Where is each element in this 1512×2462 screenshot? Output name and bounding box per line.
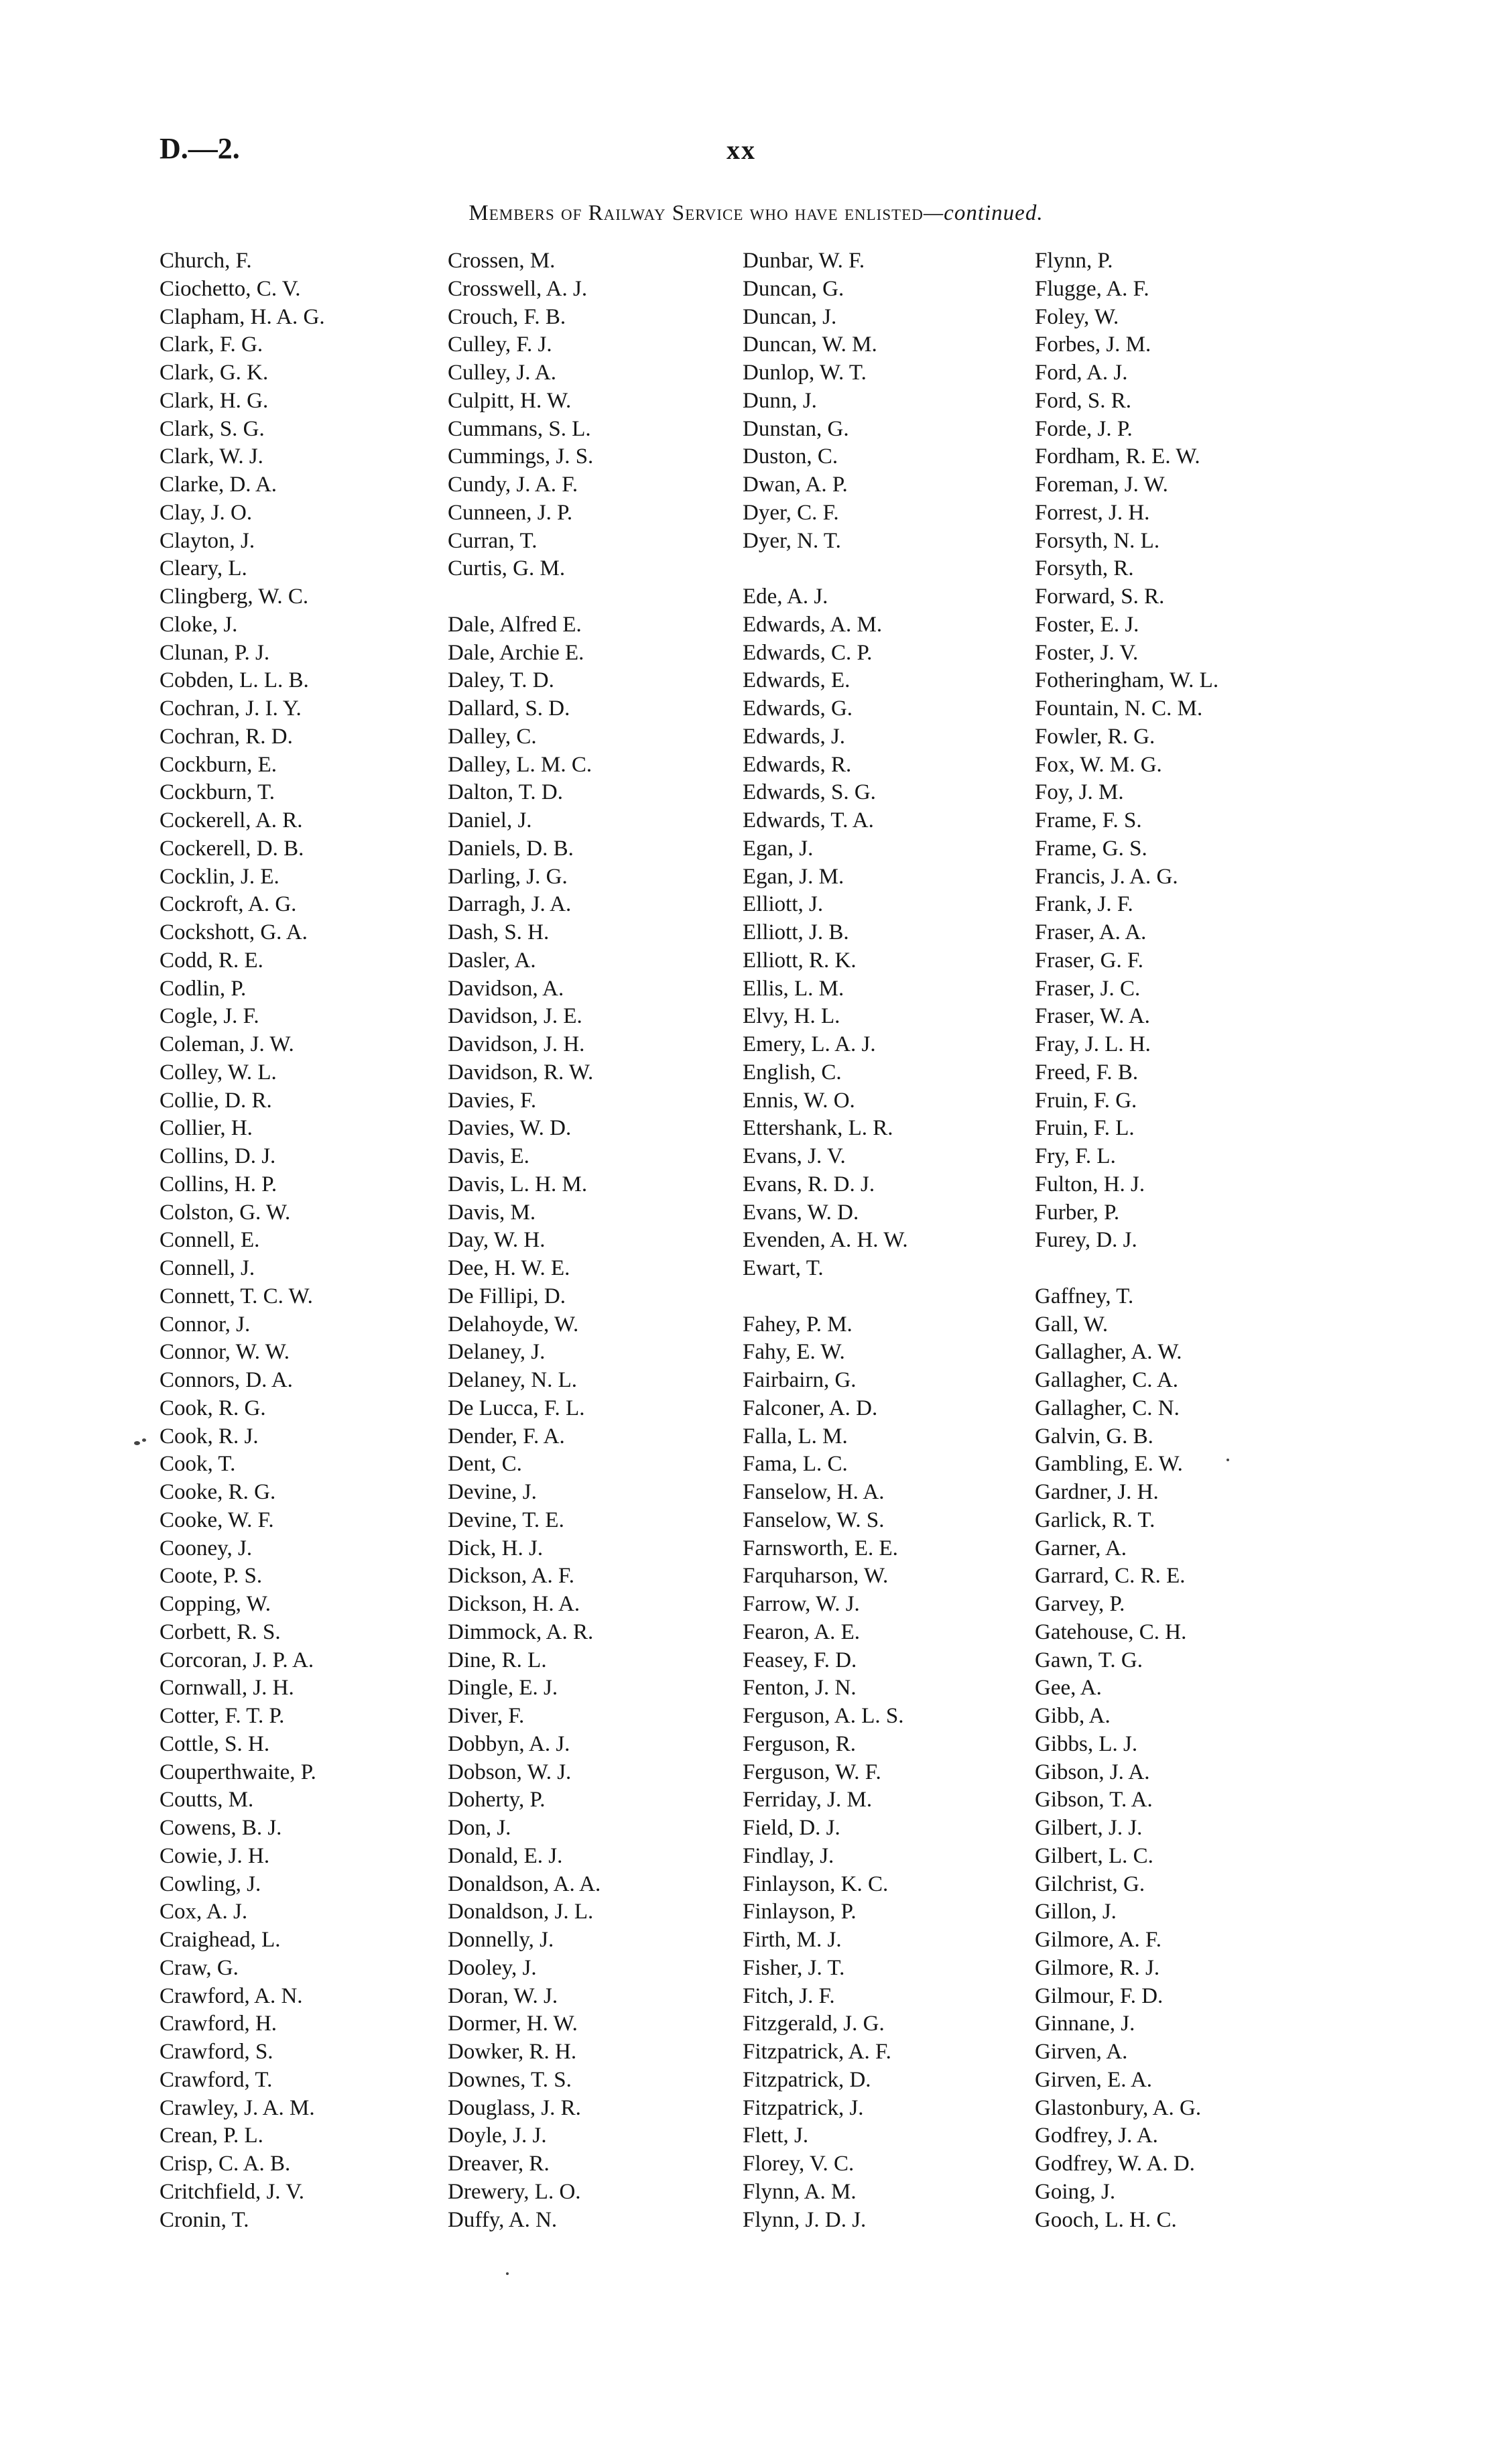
name-entry: Donaldson, J. L.: [448, 1900, 594, 1924]
name-entry: Dash, S. H.: [448, 920, 550, 944]
name-entry: Fray, J. L. H.: [1035, 1032, 1151, 1056]
name-entry: Godfrey, W. A. D.: [1035, 2152, 1195, 2176]
name-entry: Frame, G. S.: [1035, 836, 1147, 861]
name-entry: De Lucca, F. L.: [448, 1396, 585, 1420]
name-entry: Edwards, R.: [743, 752, 852, 777]
name-entry: Flynn, A. M.: [743, 2179, 857, 2204]
name-entry: Downes, T. S.: [448, 2067, 572, 2092]
name-entry: Falconer, A. D.: [743, 1396, 878, 1420]
name-entry: Frame, F. S.: [1035, 808, 1142, 833]
name-entry: Foy, J. M.: [1035, 780, 1124, 805]
name-entry: Connor, J.: [160, 1312, 251, 1337]
name-entry: Ford, A. J.: [1035, 361, 1128, 385]
name-entry: Douglass, J. R.: [448, 2095, 581, 2120]
name-entry: Gawn, T. G.: [1035, 1648, 1143, 1672]
name-entry: Duncan, J.: [743, 304, 837, 329]
name-entry: Fordham, R. E. W.: [1035, 444, 1200, 469]
name-entry: Cloke, J.: [160, 612, 238, 637]
name-entry: Connell, J.: [160, 1256, 255, 1280]
name-entry: Florey, V. C.: [743, 2152, 855, 2176]
name-entry: Fitch, J. F.: [743, 1983, 835, 2008]
name-entry: Dooley, J.: [448, 1955, 537, 1980]
name-entry: Davies, F.: [448, 1088, 537, 1113]
name-entry: Darragh, J. A.: [448, 892, 572, 917]
name-entry: Gall, W.: [1035, 1312, 1109, 1337]
name-entry: Cummans, S. L.: [448, 416, 591, 441]
name-entry: Culley, F. J.: [448, 332, 552, 357]
name-entry: Gilmore, A. F.: [1035, 1928, 1161, 1952]
name-entry: Forbes, J. M.: [1035, 332, 1151, 357]
name-entry: Garner, A.: [1035, 1536, 1127, 1560]
name-entry: Flugge, A. F.: [1035, 276, 1149, 301]
name-entry: Edwards, S. G.: [743, 780, 876, 805]
section-gap: [743, 555, 908, 583]
name-entry: Collie, D. R.: [160, 1088, 272, 1113]
name-entry: Ettershank, L. R.: [743, 1116, 893, 1141]
name-entry: Gilmore, R. J.: [1035, 1955, 1160, 1980]
name-entry: Evans, J. V.: [743, 1144, 846, 1168]
stray-ink-mark: [142, 1438, 146, 1442]
name-entry: Foster, J. V.: [1035, 640, 1139, 665]
name-entry: Crawford, A. N.: [160, 1983, 303, 2008]
name-entry: Fountain, N. C. M.: [1035, 696, 1203, 721]
name-entry: Connell, E.: [160, 1228, 260, 1253]
name-entry: Fama, L. C.: [743, 1452, 848, 1477]
name-entry: Clayton, J.: [160, 528, 255, 553]
name-entry: Egan, J.: [743, 836, 814, 861]
name-entry: Emery, L. A. J.: [743, 1032, 876, 1056]
page-reference: D.—2.: [160, 132, 240, 165]
name-entry: Delaney, N. L.: [448, 1368, 578, 1392]
name-entry: Cook, T.: [160, 1452, 236, 1477]
name-entry: Cochran, J. I. Y.: [160, 696, 302, 721]
name-entry: Findlay, J.: [743, 1843, 834, 1868]
name-entry: Doyle, J. J.: [448, 2124, 547, 2148]
name-entry: Edwards, J.: [743, 724, 846, 749]
name-entry: Colston, G. W.: [160, 1200, 291, 1225]
name-entry: Crawley, J. A. M.: [160, 2095, 315, 2120]
stray-ink-mark: [134, 1441, 140, 1445]
name-entry: Gallagher, C. N.: [1035, 1396, 1180, 1420]
name-entry: Dine, R. L.: [448, 1648, 547, 1672]
section-gap: [743, 1283, 908, 1311]
name-entry: Foreman, J. W.: [1035, 473, 1168, 497]
name-entry: Gaffney, T.: [1035, 1284, 1134, 1308]
name-entry: Ennis, W. O.: [743, 1088, 855, 1113]
name-entry: Davis, M.: [448, 1200, 536, 1225]
name-entry: Forward, S. R.: [1035, 584, 1165, 609]
name-entry: Connors, D. A.: [160, 1368, 293, 1392]
name-entry: Furber, P.: [1035, 1200, 1120, 1225]
name-entry: Dee, H. W. E.: [448, 1256, 570, 1280]
name-entry: Dowker, R. H.: [448, 2040, 577, 2064]
name-entry: Ford, S. R.: [1035, 388, 1131, 413]
name-entry: Dender, F. A.: [448, 1424, 565, 1449]
name-entry: Critchfield, J. V.: [160, 2179, 305, 2204]
name-entry: Gee, A.: [1035, 1676, 1102, 1701]
name-entry: Gilchrist, G.: [1035, 1871, 1145, 1896]
name-entry: Edwards, C. P.: [743, 640, 873, 665]
name-entry: Clark, W. J.: [160, 444, 263, 469]
name-entry: Clarke, D. A.: [160, 473, 277, 497]
name-entry: Dimmock, A. R.: [448, 1619, 594, 1644]
name-entry: Fox, W. M. G.: [1035, 752, 1162, 777]
name-entry: Ede, A. J.: [743, 584, 828, 609]
name-entry: Cockburn, E.: [160, 752, 277, 777]
name-entry: Codlin, P.: [160, 976, 247, 1001]
name-entry: Fenton, J. N.: [743, 1676, 857, 1701]
name-entry: Farrow, W. J.: [743, 1592, 860, 1616]
name-entry: Crosswell, A. J.: [448, 276, 588, 301]
name-entry: Colley, W. L.: [160, 1060, 277, 1085]
name-entry: Gilbert, L. C.: [1035, 1843, 1153, 1868]
name-entry: Duffy, A. N.: [448, 2207, 558, 2232]
name-entry: Dalley, L. M. C.: [448, 752, 592, 777]
name-entry: Dick, H. J.: [448, 1536, 544, 1560]
name-entry: Cottle, S. H.: [160, 1731, 270, 1756]
name-entry: Ferguson, W. F.: [743, 1760, 881, 1784]
name-entry: Clay, J. O.: [160, 500, 253, 525]
name-entry: Fairbairn, G.: [743, 1368, 857, 1392]
name-entry: Craighead, L.: [160, 1928, 281, 1952]
name-entry: Daley, T. D.: [448, 668, 554, 693]
name-entry: Flynn, J. D. J.: [743, 2207, 867, 2232]
name-entry: Collins, D. J.: [160, 1144, 276, 1168]
name-entry: Ciochetto, C. V.: [160, 276, 301, 301]
name-entry: Doherty, P.: [448, 1788, 546, 1812]
name-entry: Ferguson, A. L. S.: [743, 1704, 904, 1728]
name-entry: Collins, H. P.: [160, 1172, 277, 1196]
name-entry: Crisp, C. A. B.: [160, 2152, 291, 2176]
name-entry: Dasler, A.: [448, 948, 536, 973]
name-entry: Curran, T.: [448, 528, 538, 553]
name-entry: Don, J.: [448, 1816, 511, 1840]
name-entry: Glastonbury, A. G.: [1035, 2095, 1202, 2120]
name-entry: Egan, J. M.: [743, 864, 844, 889]
name-entry: Dale, Alfred E.: [448, 612, 582, 637]
name-entry: Dent, C.: [448, 1452, 522, 1477]
name-entry: Codd, R. E.: [160, 948, 263, 973]
name-entry: Cundy, J. A. F.: [448, 473, 578, 497]
name-entry: Dunn, J.: [743, 388, 817, 413]
name-entry: Cook, R. G.: [160, 1396, 266, 1420]
page-heading: [0, 201, 1512, 226]
page-number: xx: [727, 135, 756, 165]
name-entry: English, C.: [743, 1060, 842, 1085]
name-entry: Cowens, B. J.: [160, 1816, 282, 1840]
name-entry: Ferguson, R.: [743, 1731, 856, 1756]
name-entry: Fruin, F. L.: [1035, 1116, 1135, 1141]
name-entry: Darling, J. G.: [448, 864, 568, 889]
name-entry: Crouch, F. B.: [448, 304, 566, 329]
name-entry: Girven, E. A.: [1035, 2067, 1153, 2092]
name-entry: Elliott, J.: [743, 892, 824, 917]
name-entry: Fahey, P. M.: [743, 1312, 853, 1337]
name-entry: Cobden, L. L. B.: [160, 668, 309, 693]
name-entry: Gibbs, L. J.: [1035, 1731, 1138, 1756]
heading-title: Members of Railway Service who have enlisted: [468, 201, 924, 225]
names-column-1: [160, 247, 325, 2234]
name-entry: Clapham, H. A. G.: [160, 304, 325, 329]
name-entry: Edwards, E.: [743, 668, 850, 693]
name-entry: Couperthwaite, P.: [160, 1760, 316, 1784]
name-entry: Diver, F.: [448, 1704, 525, 1728]
name-entry: Doran, W. J.: [448, 1983, 558, 2008]
name-entry: Davis, E.: [448, 1144, 529, 1168]
name-entry: Dormer, H. W.: [448, 2012, 578, 2036]
name-entry: Fry, F. L.: [1035, 1144, 1116, 1168]
name-entry: Dreaver, R.: [448, 2152, 550, 2176]
name-entry: Donald, E. J.: [448, 1843, 563, 1868]
name-entry: Clingberg, W. C.: [160, 584, 309, 609]
name-entry: Dyer, N. T.: [743, 528, 841, 553]
name-entry: Dickson, H. A.: [448, 1592, 580, 1616]
name-entry: Cockshott, G. A.: [160, 920, 308, 944]
name-entry: Evenden, A. H. W.: [743, 1228, 908, 1253]
name-entry: Drewery, L. O.: [448, 2179, 581, 2204]
name-entry: Dingle, E. J.: [448, 1676, 558, 1701]
name-entry: Cornwall, J. H.: [160, 1676, 294, 1701]
name-entry: Gardner, J. H.: [1035, 1480, 1159, 1504]
name-entry: Day, W. H.: [448, 1228, 546, 1253]
name-entry: Fulton, H. J.: [1035, 1172, 1145, 1196]
name-entry: Cooke, W. F.: [160, 1507, 274, 1532]
name-entry: Edwards, T. A.: [743, 808, 874, 833]
name-entry: Fitzpatrick, A. F.: [743, 2040, 891, 2064]
name-entry: Elliott, R. K.: [743, 948, 857, 973]
name-entry: Finlayson, P.: [743, 1900, 857, 1924]
name-entry: Dickson, A. F.: [448, 1564, 574, 1589]
name-entry: Cowie, J. H.: [160, 1843, 270, 1868]
name-entry: Donaldson, A. A.: [448, 1871, 601, 1896]
name-entry: Coleman, J. W.: [160, 1032, 294, 1056]
name-entry: Fitzpatrick, J.: [743, 2095, 864, 2120]
name-entry: Gibson, J. A.: [1035, 1760, 1150, 1784]
name-entry: Ginnane, J.: [1035, 2012, 1135, 2036]
name-entry: Fraser, G. F.: [1035, 948, 1143, 973]
name-entry: Godfrey, J. A.: [1035, 2124, 1158, 2148]
name-entry: Donnelly, J.: [448, 1928, 554, 1952]
name-entry: Davidson, J. E.: [448, 1004, 582, 1029]
name-entry: Elliott, J. B.: [743, 920, 849, 944]
name-entry: Fitzgerald, J. G.: [743, 2012, 885, 2036]
name-entry: Dunlop, W. T.: [743, 361, 867, 385]
name-entry: Dallard, S. D.: [448, 696, 570, 721]
name-entry: Cotter, F. T. P.: [160, 1704, 285, 1728]
name-entry: Fraser, A. A.: [1035, 920, 1147, 944]
name-entry: Gibb, A.: [1035, 1704, 1111, 1728]
name-entry: Finlayson, K. C.: [743, 1871, 889, 1896]
name-entry: Fahy, E. W.: [743, 1340, 845, 1365]
name-entry: Furey, D. J.: [1035, 1228, 1137, 1253]
name-entry: Fruin, F. G.: [1035, 1088, 1137, 1113]
name-entry: Ellis, L. M.: [743, 976, 844, 1001]
name-entry: Forsyth, R.: [1035, 556, 1134, 581]
name-entry: Connett, T. C. W.: [160, 1284, 313, 1308]
name-entry: Cooney, J.: [160, 1536, 253, 1560]
name-entry: Fanselow, H. A.: [743, 1480, 885, 1504]
name-entry: Coutts, M.: [160, 1788, 254, 1812]
name-entry: Gillon, J.: [1035, 1900, 1117, 1924]
name-entry: Cochran, R. D.: [160, 724, 293, 749]
name-entry: Flynn, P.: [1035, 249, 1113, 273]
heading-continued: —continued.: [923, 201, 1044, 225]
name-entry: Cogle, J. F.: [160, 1004, 259, 1029]
name-entry: Devine, T. E.: [448, 1507, 564, 1532]
name-entry: Fearon, A. E.: [743, 1619, 861, 1644]
name-entry: Crawford, T.: [160, 2067, 273, 2092]
name-entry: Gambling, E. W.: [1035, 1452, 1183, 1477]
name-entry: Cronin, T.: [160, 2207, 249, 2232]
name-entry: Fraser, W. A.: [1035, 1004, 1150, 1029]
name-entry: Edwards, G.: [743, 696, 853, 721]
name-entry: Farnsworth, E. E.: [743, 1536, 898, 1560]
name-entry: Davidson, R. W.: [448, 1060, 594, 1085]
name-entry: Gallagher, A. W.: [1035, 1340, 1182, 1365]
name-entry: Culley, J. A.: [448, 361, 556, 385]
name-entry: Collier, H.: [160, 1116, 253, 1141]
name-entry: Crawford, S.: [160, 2040, 273, 2064]
name-entry: Fowler, R. G.: [1035, 724, 1155, 749]
name-entry: Dalton, T. D.: [448, 780, 564, 805]
name-entry: Forrest, J. H.: [1035, 500, 1150, 525]
name-entry: Clark, H. G.: [160, 388, 269, 413]
name-entry: Dale, Archie E.: [448, 640, 584, 665]
name-entry: Falla, L. M.: [743, 1424, 848, 1449]
name-entry: Coote, P. S.: [160, 1564, 263, 1589]
name-entry: Foster, E. J.: [1035, 612, 1139, 637]
name-entry: Crossen, M.: [448, 249, 556, 273]
name-entry: Forsyth, N. L.: [1035, 528, 1160, 553]
name-entry: Cunneen, J. P.: [448, 500, 573, 525]
name-entry: Gooch, L. H. C.: [1035, 2207, 1177, 2232]
stray-ink-mark: [506, 2272, 509, 2275]
name-entry: Devine, J.: [448, 1480, 537, 1504]
name-entry: Delahoyde, W.: [448, 1312, 579, 1337]
name-entry: Dobson, W. J.: [448, 1760, 572, 1784]
name-entry: Dwan, A. P.: [743, 473, 848, 497]
name-entry: Gilmour, F. D.: [1035, 1983, 1163, 2008]
name-entry: Crawford, H.: [160, 2012, 277, 2036]
name-entry: Freed, F. B.: [1035, 1060, 1139, 1085]
name-entry: Church, F.: [160, 249, 252, 273]
name-entry: Duncan, G.: [743, 276, 844, 301]
name-entry: Corcoran, J. P. A.: [160, 1648, 314, 1672]
name-entry: Gallagher, C. A.: [1035, 1368, 1179, 1392]
name-entry: Gibson, T. A.: [1035, 1788, 1153, 1812]
name-entry: Flett, J.: [743, 2124, 809, 2148]
name-entry: Field, D. J.: [743, 1816, 840, 1840]
name-entry: Feasey, F. D.: [743, 1648, 857, 1672]
name-entry: Curtis, G. M.: [448, 556, 566, 581]
name-entry: Garvey, P.: [1035, 1592, 1125, 1616]
name-entry: Daniels, D. B.: [448, 836, 574, 861]
name-entry: Cockerell, A. R.: [160, 808, 303, 833]
names-column-3: [743, 247, 908, 2234]
name-entry: Davidson, J. H.: [448, 1032, 585, 1056]
name-entry: Going, J.: [1035, 2179, 1116, 2204]
name-entry: Evans, W. D.: [743, 1200, 859, 1225]
name-entry: De Fillipi, D.: [448, 1284, 566, 1308]
name-entry: Dunstan, G.: [743, 416, 849, 441]
name-entry: Cox, A. J.: [160, 1900, 248, 1924]
name-entry: Garrard, C. R. E.: [1035, 1564, 1186, 1589]
name-entry: Firth, M. J.: [743, 1928, 842, 1952]
name-entry: Foley, W.: [1035, 304, 1119, 329]
name-entry: Dunbar, W. F.: [743, 249, 865, 273]
name-entry: Frank, J. F.: [1035, 892, 1133, 917]
name-entry: Fisher, J. T.: [743, 1955, 845, 1980]
name-entry: Forde, J. P.: [1035, 416, 1133, 441]
name-entry: Fraser, J. C.: [1035, 976, 1141, 1001]
name-entry: Fitzpatrick, D.: [743, 2067, 871, 2092]
name-entry: Cockerell, D. B.: [160, 836, 304, 861]
name-entry: Cockburn, T.: [160, 780, 275, 805]
name-entry: Cooke, R. G.: [160, 1480, 276, 1504]
name-entry: Duncan, W. M.: [743, 332, 877, 357]
name-entry: Connor, W. W.: [160, 1340, 290, 1365]
name-entry: Cocklin, J. E.: [160, 864, 279, 889]
name-entry: Cummings, J. S.: [448, 444, 594, 469]
name-entry: Cockroft, A. G.: [160, 892, 297, 917]
name-entry: Fanselow, W. S.: [743, 1507, 885, 1532]
name-entry: Daniel, J.: [448, 808, 532, 833]
section-gap: [1035, 1255, 1218, 1283]
name-entry: Cleary, L.: [160, 556, 247, 581]
name-entry: Copping, W.: [160, 1592, 271, 1616]
name-entry: Gatehouse, C. H.: [1035, 1619, 1187, 1644]
name-entry: Gilbert, J. J.: [1035, 1816, 1143, 1840]
name-entry: Crean, P. L.: [160, 2124, 263, 2148]
stray-ink-mark: [1226, 1459, 1229, 1461]
name-entry: Dalley, C.: [448, 724, 537, 749]
name-entry: Garlick, R. T.: [1035, 1507, 1155, 1532]
name-entry: Clunan, P. J.: [160, 640, 270, 665]
name-entry: Clark, S. G.: [160, 416, 265, 441]
name-entry: Delaney, J.: [448, 1340, 546, 1365]
names-column-4: [1035, 247, 1218, 2234]
name-entry: Galvin, G. B.: [1035, 1424, 1153, 1449]
name-entry: Ferriday, J. M.: [743, 1788, 873, 1812]
name-entry: Clark, G. K.: [160, 361, 269, 385]
name-entry: Craw, G.: [160, 1955, 239, 1980]
name-entry: Clark, F. G.: [160, 332, 263, 357]
name-entry: Cowling, J.: [160, 1871, 261, 1896]
name-entry: Farquharson, W.: [743, 1564, 889, 1589]
name-entry: Fotheringham, W. L.: [1035, 668, 1219, 693]
section-gap: [448, 583, 601, 611]
name-entry: Davis, L. H. M.: [448, 1172, 588, 1196]
name-entry: Cook, R. J.: [160, 1424, 259, 1449]
name-entry: Evans, R. D. J.: [743, 1172, 875, 1196]
names-column-2: [448, 247, 601, 2234]
name-entry: Edwards, A. M.: [743, 612, 883, 637]
name-entry: Girven, A.: [1035, 2040, 1128, 2064]
name-entry: Elvy, H. L.: [743, 1004, 840, 1029]
name-entry: Francis, J. A. G.: [1035, 864, 1178, 889]
name-entry: Culpitt, H. W.: [448, 388, 572, 413]
name-entry: Corbett, R. S.: [160, 1619, 281, 1644]
name-entry: Davidson, A.: [448, 976, 564, 1001]
name-entry: Dobbyn, A. J.: [448, 1731, 570, 1756]
name-entry: Duston, C.: [743, 444, 838, 469]
name-entry: Davies, W. D.: [448, 1116, 572, 1141]
name-entry: Ewart, T.: [743, 1256, 824, 1280]
name-entry: Dyer, C. F.: [743, 500, 839, 525]
